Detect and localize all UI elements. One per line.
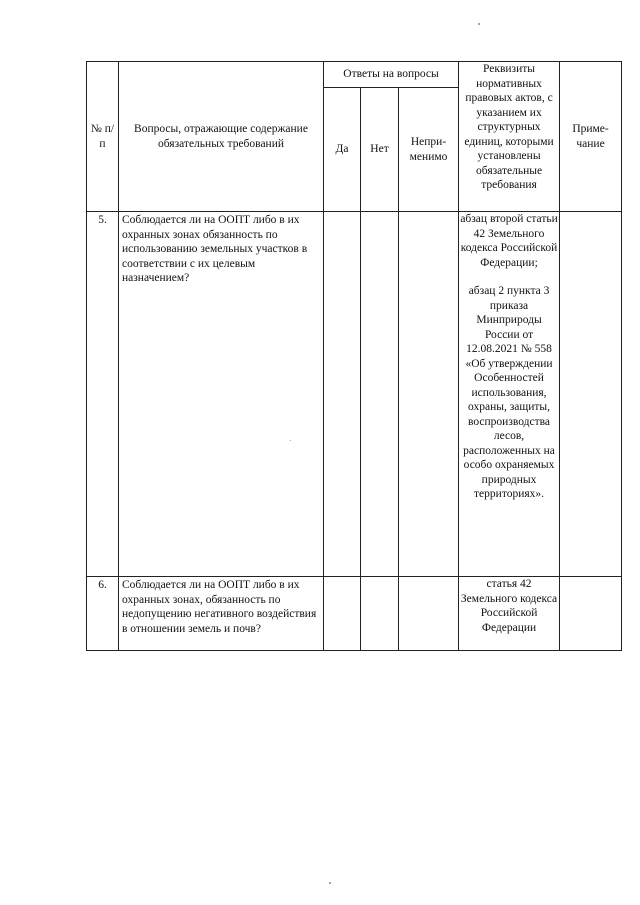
header-yes: Да [324,88,361,212]
scan-speck [329,882,331,884]
requirements-table [86,61,622,651]
answer-na-cell [399,577,459,651]
header-row-1 [87,62,622,88]
scan-speck [478,23,480,25]
row-requisites [459,212,560,577]
scan-speck [290,440,291,441]
header-no: Нет [361,88,399,212]
table-row [87,212,622,577]
header-questions: Вопросы, отражающие содержание обязательных требований [119,62,324,212]
answer-yes-cell [324,212,361,577]
requisites-part-1: абзац второй статьи 42 Земельного кодекса Российской Федерации; [460,213,558,269]
answer-yes-cell [324,577,361,651]
note-cell [560,577,622,651]
header-requisites: Реквизиты нормативных правовых актов, с указанием их структурных единиц, которыми установлены обязательные требования [459,62,560,212]
row-number: 5. [87,212,119,577]
header-answers-group: Ответы на вопросы [324,62,459,88]
row-question: Соблюдается ли на ООПТ либо в их охранных зонах, обязанность по недопущению негативного воздействия в отношении земель и почв? [119,577,324,651]
header-num: № п/п [87,62,119,212]
row-question: Соблюдается ли на ООПТ либо в их охранных зонах обязанность по использованию земельных участков в соответствии с их целевым назначением? [119,212,324,577]
table-row [87,577,622,651]
row-requisites [459,577,560,651]
row-number: 6. [87,577,119,651]
header-na: Непри-менимо [399,88,459,212]
answer-na-cell [399,212,459,577]
answer-no-cell [361,577,399,651]
note-cell [560,212,622,577]
requisites-part-1: статья 42 Земельного кодекса Российской Федерации [460,578,558,634]
answer-no-cell [361,212,399,577]
header-note: Приме-чание [560,62,622,212]
requisites-part-2: абзац 2 пункта 3 приказа Минприроды России от 12.08.2021 № 558 «Об утверждении Особенностей использования, охраны, защиты, воспроизводства лесов, расположенных на особо охраняемых природных территориях». [463,285,555,500]
